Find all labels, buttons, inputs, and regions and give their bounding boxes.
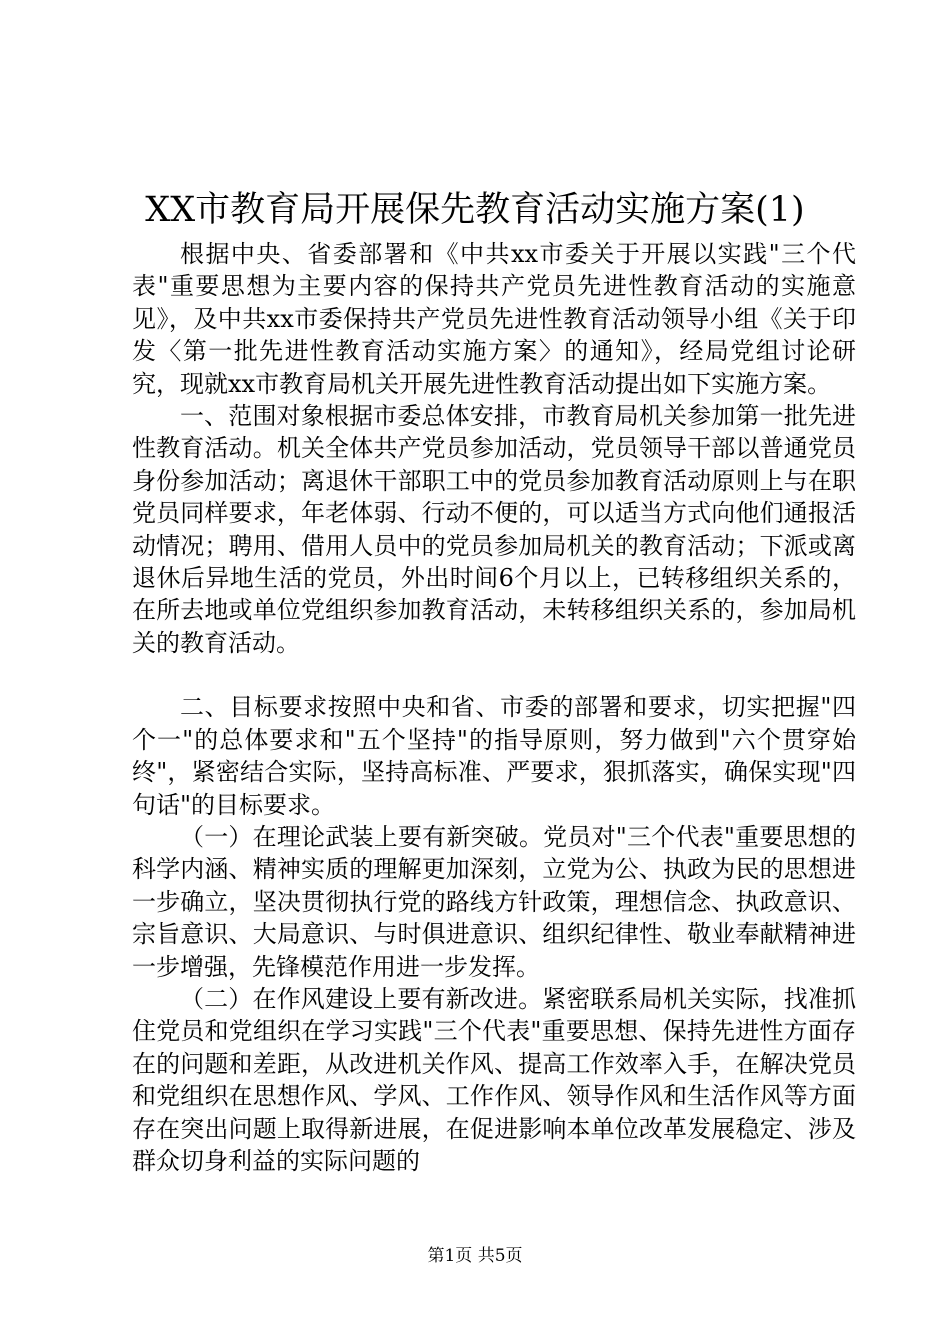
document-title: XX市教育局开展保先教育活动实施方案(1) (145, 190, 805, 230)
paragraph-scope: 一、范围对象根据市委总体安排，市教育局机关参加第一批先进性教育活动。机关全体共产党员参加活动，党员领导干部以普通党员身份参加活动；离退休干部职工中的党员参加教育活动原则上与在职党员同样要求，年老体弱、行动不便的，可以适当方式向他们通报活动情况；聘用、借用人员中的党员参加局机关的教育活动；下派或离退休后异地生活的党员，外出时间6个月以上，已转移组织关系的，在所去地或单位党组织参加教育活动，未转移组织关系的，参加局机关的教育活动。 (132, 402, 856, 657)
page-number-footer: 第1页 共5页 (427, 1246, 523, 1266)
paragraph-intro: 根据中央、省委部署和《中共xx市委关于开展以实践"三个代表"重要思想为主要内容的保持共产党员先进性教育活动的实施意见》，及中共xx市委保持共产党员先进性教育活动领导小组《关于印发〈第一批先进性教育活动实施方案〉的通知》，经局党组讨论研究，现就xx市教育局机关开展先进性教育活动提出如下实施方案。 (132, 240, 856, 398)
paragraph-goals: 二、目标要求按照中央和省、市委的部署和要求，切实把握"四个一"的总体要求和"五个坚持"的指导原则，努力做到"六个贯穿始终"，紧密结合实际，坚持高标准、严要求，狠抓落实，确保实现"四句话"的目标要求。 (132, 693, 856, 819)
paragraph-theory: （一）在理论武装上要有新突破。党员对"三个代表"重要思想的科学内涵、精神实质的理解更加深刻，立党为公、执政为民的思想进一步确立，坚决贯彻执行党的路线方针政策，理想信念、执政意识、宗旨意识、大局意识、与时俱进意识、组织纪律性、敬业奉献精神进一步增强，先锋模范作用进一步发挥。 (132, 822, 856, 981)
paragraph-style: （二）在作风建设上要有新改进。紧密联系局机关实际，找准抓住党员和党组织在学习实践"三个代表"重要思想、保持先进性方面存在的问题和差距，从改进机关作风、提高工作效率入手，在解决党员和党组织在思想作风、学风、工作作风、领导作风和生活作风等方面存在突出问题上取得新进展，在促进影响本单位改革发展稳定、涉及群众切身利益的实际问题的 (132, 984, 856, 1175)
document-body (132, 238, 856, 1177)
